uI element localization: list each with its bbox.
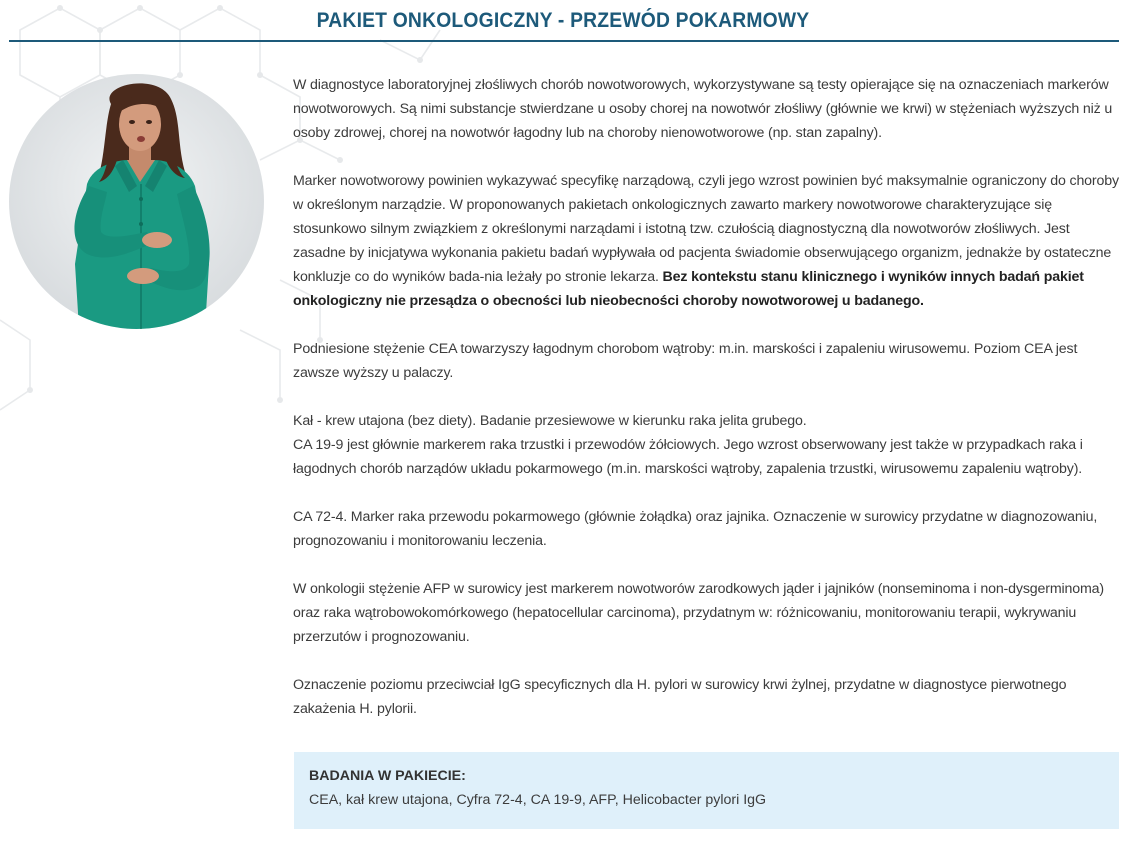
paragraph-marker-specificity-text: Marker nowotworowy powinien wykazywać specyfikę narządową, czyli jego wzrost powinien być maksymalnie ograniczony do choroby w określonym narządzie. W proponowanych pakietach onkologicznych zawarto markery nowotworowe charakteryzujące się stosunkowo silnym związkiem z określonymi narządami i istotną tzw. czułością diagnostyczną dla nowotworów złośliwych. Jest zasadne by inicjatywa wykonania pakietu badań wypływała od pacjenta świadomie obserwującego organizm, jednakże by ostateczne konkluzje co do wyników bada-nia leżały po stronie lekarza. <box>293 173 1119 285</box>
paragraph-cea: Podniesione stężenie CEA towarzyszy łagodnym chorobom wątroby: m.in. marskości i zapaleniu wirusowemu. Poziom CEA jest zawsze wyższy u palaczy. <box>293 341 1078 381</box>
paragraph-occult-blood-ca199 <box>293 409 1121 481</box>
paragraph-ca199: CA 19-9 jest głównie markerem raka trzustki i przewodów żółciowych. Jego wzrost obserwowany jest także w przypadkach raka i łagodnych chorób narządów układu pokarmowego (m.in. marskości wątroby, zapalenia trzustki, wirusowemu zapaleniu wątroby). <box>293 437 1083 477</box>
page-title: PAKIET ONKOLOGICZNY - PRZEWÓD POKARMOWY <box>316 9 810 32</box>
package-tests-heading: BADANIA W PAKIECIE: <box>309 768 466 784</box>
package-tests-box <box>294 752 1119 829</box>
title-divider <box>9 40 1119 42</box>
package-tests-list: CEA, kał krew utajona, Cyfra 72-4, CA 19-9, AFP, Helicobacter pylori IgG <box>309 792 767 808</box>
paragraph-h-pylori: Oznaczenie poziomu przeciwciał IgG specyficznych dla H. pylori w surowicy krwi żylnej, przydatne w diagnostyce pierwotnego zakażenia H. pylorii. <box>293 677 1067 717</box>
paragraph-ca724: CA 72-4. Marker raka przewodu pokarmowego (głównie żołądka) oraz jajnika. Oznaczenie w surowicy przydatne w diagnozowaniu, prognozowaniu i monitorowaniu leczenia. <box>293 509 1098 549</box>
woman-holding-stomach-photo <box>9 74 264 329</box>
paragraph-marker-specificity <box>293 169 1121 313</box>
woman-holding-stomach-illustration <box>9 74 264 329</box>
paragraph-occult-blood: Kał - krew utajona (bez diety). Badanie przesiewowe w kierunku raka jelita grubego. <box>293 413 807 429</box>
paragraph-afp: W onkologii stężenie AFP w surowicy jest markerem nowotworów zarodkowych jąder i jajników (nonseminoma i non-dysgerminoma) oraz raka wątrobowokomórkowego (hepatocellular carcinoma), przydatnym w: różnicowaniu, monitorowaniu terapii, wykrywaniu przerzutów i prognozowaniu. <box>293 581 1104 645</box>
paragraph-marker-specificity-bold: Bez kontekstu stanu klinicznego i wyników innych badań pakiet onkologiczny nie przesądza o obecności lub nieobecności choroby nowotworowej u badanego. <box>293 269 1084 309</box>
description-content <box>293 73 1121 745</box>
paragraph-intro: W diagnostyce laboratoryjnej złośliwych chorób nowotworowych, wykorzystywane są testy opierające się na oznaczeniach markerów nowotworowych. Są nimi substancje stwierdzane u osoby chorej na nowotwór złośliwy (głównie we krwi) w stężeniach wyższych niż u osoby zdrowej, chorej na nowotwór łagodny lub na choroby nienowotworowe (np. stan zapalny). <box>293 77 1113 141</box>
